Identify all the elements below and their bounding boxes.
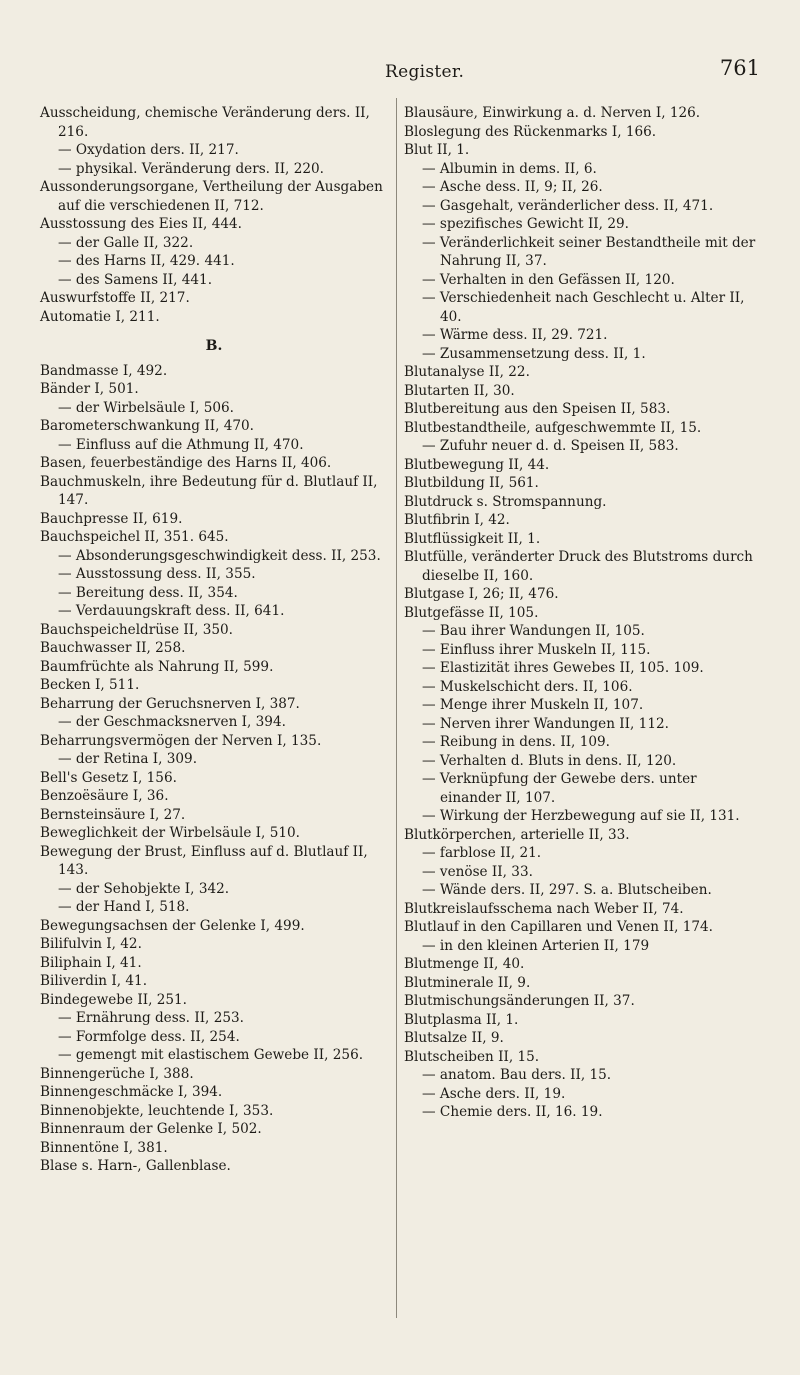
index-entry: Blutanalyse II, 22. [404,364,530,380]
index-subentry: — Verknüpfung der Gewebe ders. unter einander II, 107. [422,771,697,806]
index-subentry: — Zusammensetzung dess. II, 1. [422,345,646,362]
index-subentry: — Bau ihrer Wandungen II, 105. [422,623,645,639]
index-entry: Bauchpresse II, 619. [40,510,183,527]
index-subentry: — Muskelschicht ders. II, 106. [422,678,633,695]
index-entry: Basen, feuerbeständige des Harns II, 406. [40,455,332,471]
index-entry: Blutscheiben II, 15. [404,1048,540,1065]
index-entry: Becken I, 511. [40,677,140,693]
index-entry: Automatie I, 211. [40,308,160,325]
index-subentry: — Verhalten d. Bluts in dens. II, 120. [422,752,677,769]
index-entry: Beweglichkeit der Wirbelsäule I, 510. [40,825,300,841]
index-entry: Blutmischungsänderungen II, 37. [404,993,635,1009]
index-entry: Aussonderungsorgane, Vertheilung der Ausgaben auf die verschiedenen II, 712. [40,179,383,214]
index-entry: Binnenraum der Gelenke I, 502. [40,1121,262,1137]
index-entry: Bauchspeichel II, 351. 645. [40,529,229,545]
index-entry: Bilifulvin I, 42. [40,936,142,952]
index-entry: Beharrung der Geruchsnerven I, 387. [40,695,300,712]
right-index-column [404,104,759,1122]
index-subentry: — Gasgehalt, veränderlicher dess. II, 471. [422,197,714,214]
index-entry: Baumfrüchte als Nahrung II, 599. [40,658,274,675]
index-entry: Bernsteinsäure I, 27. [40,806,186,823]
index-subentry: — Asche dess. II, 9; II, 26. [422,179,603,195]
index-subentry: — Wärme dess. II, 29. 721. [422,327,608,343]
index-entry: Blutkreislaufsschema nach Weber II, 74. [404,900,684,917]
index-entry: Blutbildung II, 561. [404,475,539,491]
index-entry: Blausäure, Einwirkung a. d. Nerven I, 126. [404,105,701,121]
index-subentry: — Chemie ders. II, 16. 19. [422,1104,603,1120]
index-entry: Blutflüssigkeit II, 1. [404,530,541,547]
index-entry: Bänder I, 501. [40,381,139,397]
index-entry: Bloslegung des Rückenmarks I, 166. [404,123,657,140]
index-entry: Bauchmuskeln, ihre Bedeutung für d. Blutlauf II, 147. [40,473,378,508]
index-entry: Bindegewebe II, 251. [40,991,187,1008]
index-entry: Blutbestandtheile, aufgeschwemmte II, 15. [404,419,702,436]
index-subentry: — der Geschmacksnerven I, 394. [58,714,286,730]
index-subentry: — Einfluss auf die Athmung II, 470. [58,436,304,453]
index-entry: Biliverdin I, 41. [40,973,148,989]
index-entry: Binnengeschmäcke I, 394. [40,1084,223,1100]
index-subentry: — des Harns II, 429. 441. [58,253,235,269]
index-subentry: — Reibung in dens. II, 109. [422,734,610,750]
index-entry: Blutfibrin I, 42. [404,512,510,528]
index-entry: Bandmasse I, 492. [40,362,168,379]
index-entry: Biliphain I, 41. [40,954,142,971]
section-letter: B. [205,338,223,354]
page-number: 761 [719,56,760,80]
index-subentry: — der Retina I, 309. [58,751,198,767]
index-subentry: — Verhalten in den Gefässen II, 120. [422,271,675,288]
index-subentry: — spezifisches Gewicht II, 29. [422,216,629,232]
index-subentry: — Oxydation ders. II, 217. [58,142,239,158]
index-subentry: — anatom. Bau ders. II, 15. [422,1067,612,1083]
index-entry: Bell's Gesetz I, 156. [40,769,177,786]
index-entry: Ausscheidung, chemische Veränderung ders. II, 216. [40,105,370,140]
column-divider [396,98,397,1318]
index-entry: Blutgase I, 26; II, 476. [404,586,559,602]
index-entry: Blutbereitung aus den Speisen II, 583. [404,401,671,417]
index-subentry: — Menge ihrer Muskeln II, 107. [422,697,644,713]
index-subentry: — Wände ders. II, 297. S. a. Blutscheiben. [422,882,712,898]
index-subentry: — Verdauungskraft dess. II, 641. [58,603,285,619]
index-entry: Blutlauf in den Capillaren und Venen II, 174. [404,919,714,935]
index-subentry: — Elastizität ihres Gewebes II, 105. 109. [422,660,704,676]
index-subentry: — des Samens II, 441. [58,271,213,288]
index-subentry: — Zufuhr neuer d. d. Speisen II, 583. [422,438,679,454]
index-entry: Blutdruck s. Stromspannung. [404,493,607,510]
index-subentry: — der Galle II, 322. [58,234,194,251]
index-subentry: — der Hand I, 518. [58,899,190,915]
index-entry: Binnentöne I, 381. [40,1139,168,1156]
index-entry: Bauchwasser II, 258. [40,640,186,656]
index-entry: Bewegung der Brust, Einfluss auf d. Blutlauf II, 143. [40,843,368,878]
index-subentry: — Absonderungsgeschwindigkeit dess. II, 253. [58,547,381,564]
index-subentry: — Einfluss ihrer Muskeln II, 115. [422,641,651,658]
index-entry: Blutkörperchen, arterielle II, 33. [404,826,630,843]
index-subentry: — Asche ders. II, 19. [422,1085,566,1102]
index-entry: Blase s. Harn-, Gallenblase. [40,1158,231,1174]
index-subentry: — venöse II, 33. [422,863,533,880]
index-subentry: — gemengt mit elastischem Gewebe II, 256. [58,1047,364,1063]
index-subentry: — Bereitung dess. II, 354. [58,584,238,601]
index-entry: Bauchspeicheldrüse II, 350. [40,621,233,638]
index-subentry: — farblose II, 21. [422,845,542,861]
index-entry: Blutsalze II, 9. [404,1030,504,1046]
running-title: Register. [385,62,465,82]
index-subentry: — Albumin in dems. II, 6. [422,160,597,177]
index-entry: Blutplasma II, 1. [404,1011,519,1028]
index-entry: Benzoësäure I, 36. [40,788,169,804]
index-subentry: — der Wirbelsäule I, 506. [58,399,234,416]
index-entry: Blutmenge II, 40. [404,956,525,972]
index-entry: Blutgefässe II, 105. [404,604,539,621]
index-subentry: — Ernährung dess. II, 253. [58,1010,244,1026]
index-subentry: — Wirkung der Herzbewegung auf sie II, 131. [422,808,740,824]
left-index-column [40,104,388,1176]
index-entry: Beharrungsvermögen der Nerven I, 135. [40,732,322,749]
index-entry: Bewegungsachsen der Gelenke I, 499. [40,917,305,934]
index-entry: Binnenobjekte, leuchtende I, 353. [40,1102,274,1119]
index-entry: Blutarten II, 30. [404,382,515,399]
index-entry: Ausstossung des Eies II, 444. [40,216,242,232]
index-subentry: — Verschiedenheit nach Geschlecht u. Alter II, 40. [422,290,745,325]
index-entry: Blut II, 1. [404,142,470,158]
index-entry: Blutbewegung II, 44. [404,456,550,473]
index-entry: Barometerschwankung II, 470. [40,418,254,434]
index-subentry: — Nerven ihrer Wandungen II, 112. [422,715,669,732]
index-subentry: — in den kleinen Arterien II, 179 [422,937,650,954]
index-entry: Blutfülle, veränderter Druck des Blutstroms durch dieselbe II, 160. [404,549,753,584]
index-subentry: — physikal. Veränderung ders. II, 220. [58,160,324,177]
index-entry: Auswurfstoffe II, 217. [40,290,190,306]
index-subentry: — Veränderlichkeit seiner Bestandtheile mit der Nahrung II, 37. [422,234,756,269]
index-subentry: — Ausstossung dess. II, 355. [58,566,256,582]
index-subentry: — Formfolge dess. II, 254. [58,1028,240,1045]
index-subentry: — der Sehobjekte I, 342. [58,880,230,897]
index-entry: Blutminerale II, 9. [404,974,531,991]
index-entry: Binnengerüche I, 388. [40,1065,194,1082]
